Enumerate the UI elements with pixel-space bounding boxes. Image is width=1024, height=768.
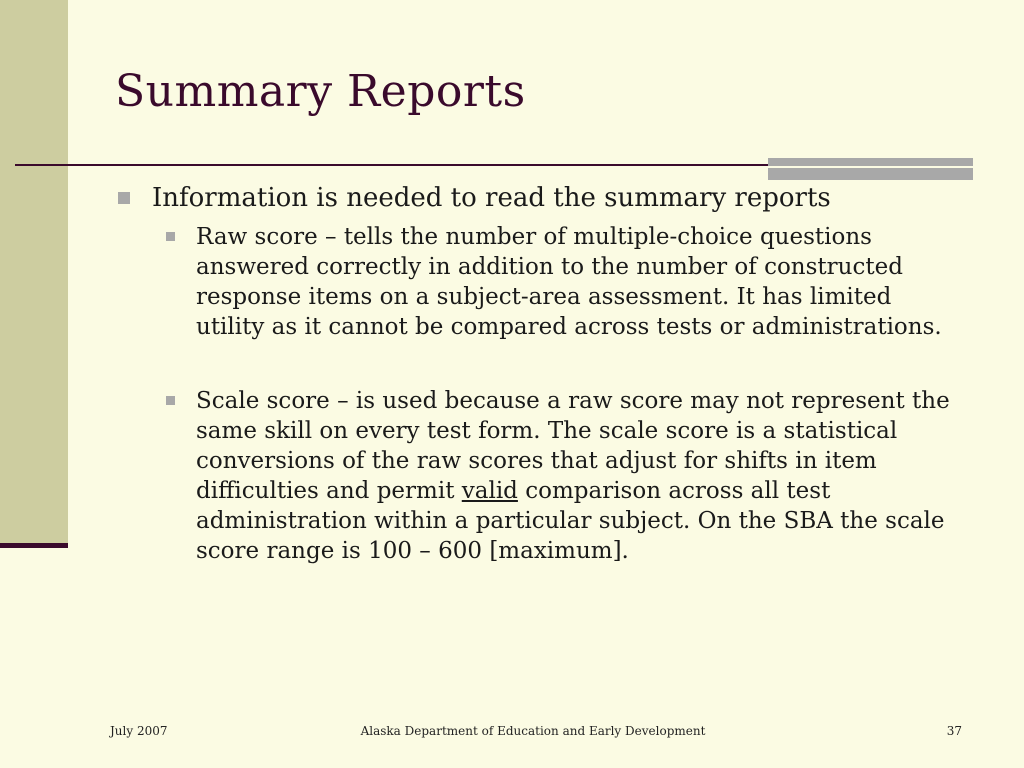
footer-date: July 2007 (110, 724, 168, 738)
left-band-accent-line (0, 543, 68, 548)
bullet-level2-text-part2: comparison across all test administration within a particular subject. On the SBA the scale score range is 100 – 600 [maximum]. (196, 478, 945, 564)
bullet-level1-text: Information is needed to read the summary reports (152, 183, 831, 213)
bullet-level2-text-part1: Scale score – is used because a raw score may not represent the same skill on every test form. The scale score is a statistical conversions of the raw scores that adjust for shifts in item difficulties and permit (196, 388, 950, 504)
divider-accent-bar-bottom (768, 168, 973, 180)
square-bullet-icon (118, 192, 130, 204)
footer-page-number: 37 (946, 724, 962, 738)
slide-body (118, 180, 968, 566)
underlined-word: valid (461, 478, 518, 504)
slide-title: Summary Reports (115, 66, 526, 117)
left-decorative-band (0, 0, 68, 548)
square-bullet-icon (166, 396, 175, 405)
divider-accent-bar-top (768, 158, 973, 166)
bullet-level2-scale-score (166, 386, 958, 566)
footer-organization: Alaska Department of Education and Early Development (360, 724, 706, 738)
square-bullet-icon (166, 232, 175, 241)
bullet-level2-raw-score (166, 222, 958, 342)
bullet-level1 (118, 180, 968, 216)
bullet-level2-text: Raw score – tells the number of multiple-choice questions answered correctly in addition to the number of constructed response items on a subject-area assessment. It has limited utility as it cannot be compared across tests or administrations. (196, 224, 942, 340)
